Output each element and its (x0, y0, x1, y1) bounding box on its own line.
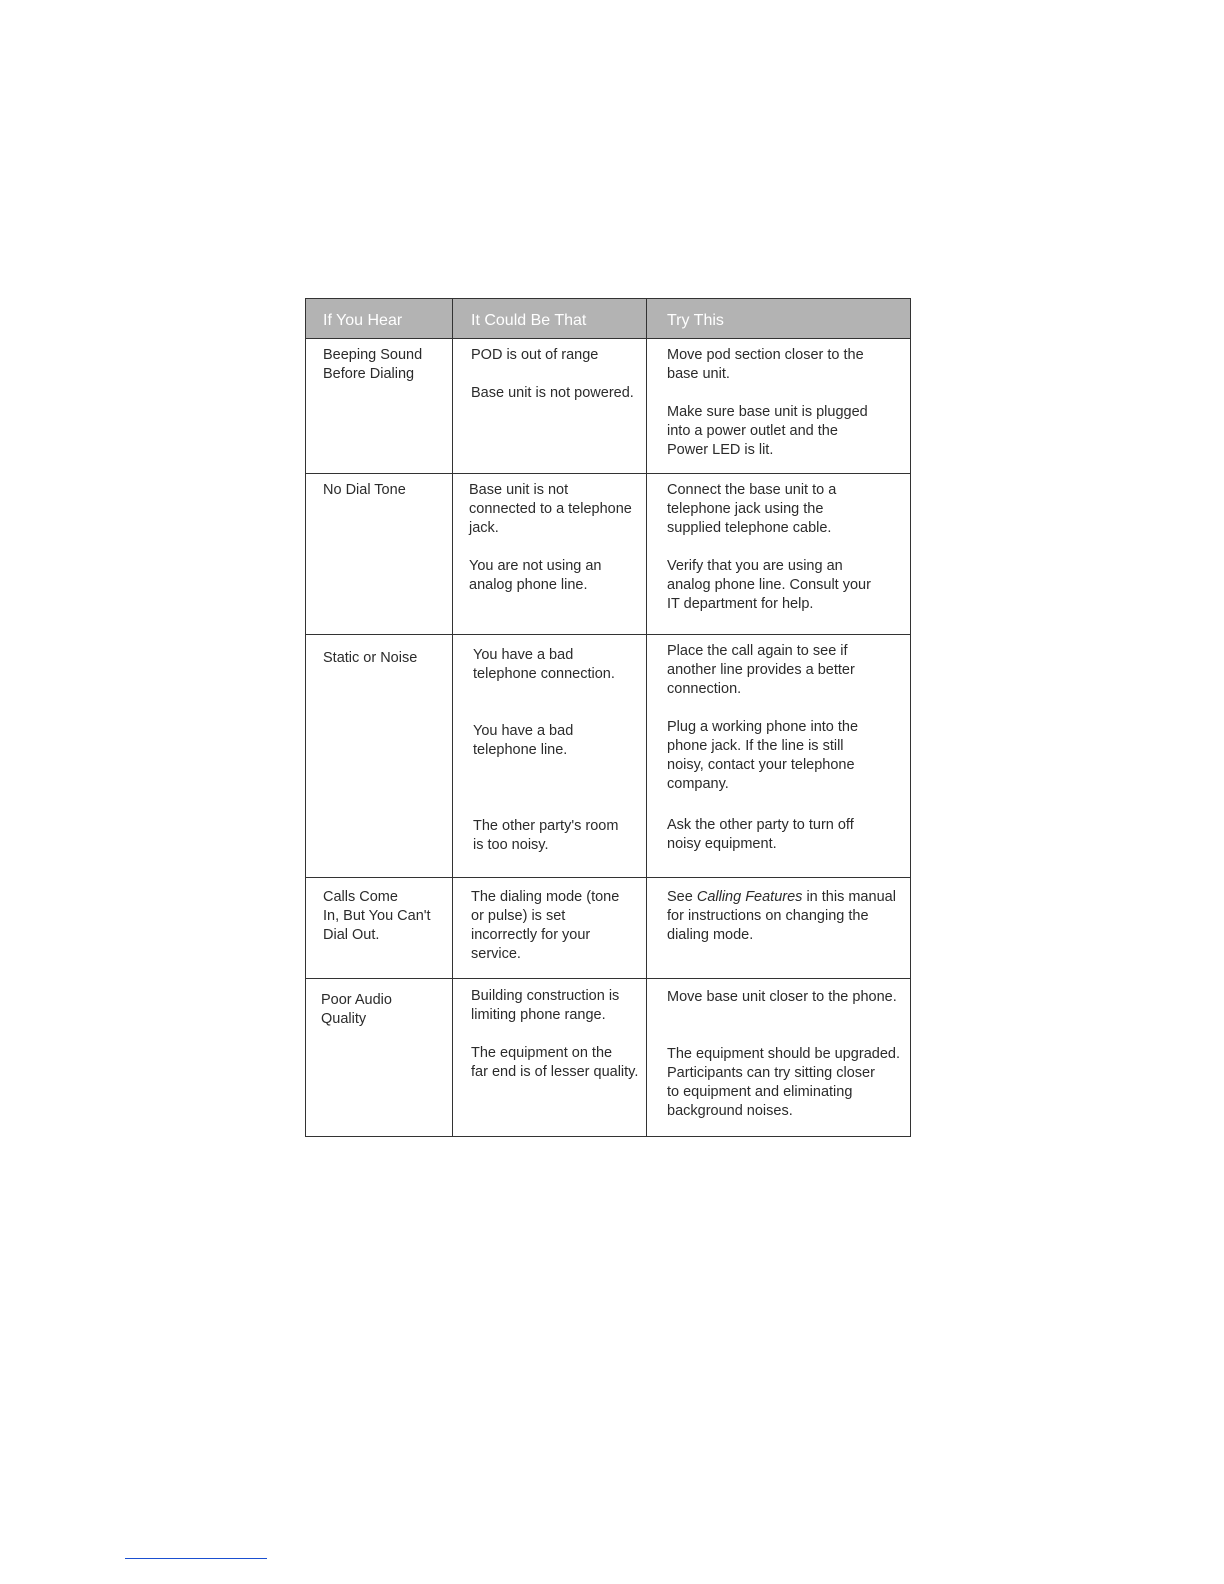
table-row (306, 338, 910, 473)
fix-line: to equipment and eliminating (667, 1084, 853, 1100)
fix-line: base unit. (667, 366, 730, 382)
cause-line: You have a bad (473, 723, 574, 739)
cause-cell (452, 878, 646, 978)
fix-line: noisy equipment. (667, 836, 777, 852)
cause-line: The dialing mode (tone (471, 889, 620, 905)
fix-line: Plug a working phone into the (667, 719, 859, 735)
cause-cell (452, 979, 646, 1136)
fix-line: analog phone line. Consult your (667, 577, 871, 593)
fix-line: Verify that you are using an (667, 558, 843, 574)
fix-line: IT department for help. (667, 596, 814, 612)
symptom-cell (306, 339, 452, 473)
cause-line: incorrectly for your (471, 927, 591, 943)
symptom-line: Poor Audio (321, 992, 392, 1008)
table-row (306, 877, 910, 978)
table-row (306, 473, 910, 634)
cause-line: The equipment on the (471, 1045, 613, 1061)
cause-line: or pulse) is set (471, 908, 566, 924)
symptom-cell (306, 979, 452, 1136)
troubleshooting-table (305, 298, 911, 1137)
fix-line: Move base unit closer to the phone. (667, 989, 897, 1005)
symptom-line: Dial Out. (323, 927, 380, 943)
fix-line: dialing mode. (667, 927, 754, 943)
fix-line: into a power outlet and the (667, 423, 838, 439)
fix-line: Ask the other party to turn off (667, 817, 854, 833)
fix-text: See (667, 889, 697, 905)
symptom-line: Quality (321, 1011, 367, 1027)
symptom-line: In, But You Can't (323, 908, 431, 924)
symptom-line: Beeping Sound (323, 347, 423, 363)
fix-cell (646, 878, 910, 978)
cause-line: POD is out of range (471, 347, 599, 363)
fix-line: Connect the base unit to a (667, 482, 837, 498)
fix-cell (646, 339, 910, 473)
cause-line: analog phone line. (469, 577, 588, 593)
fix-line: Move pod section closer to the (667, 347, 864, 363)
cause-cell (452, 635, 646, 877)
cause-line: connected to a telephone (469, 501, 632, 517)
cause-line: You have a bad (473, 647, 574, 663)
cause-line: jack. (469, 520, 499, 536)
fix-line: noisy, contact your telephone (667, 757, 855, 773)
cause-line: You are not using an (469, 558, 602, 574)
symptom-line: Calls Come (323, 889, 398, 905)
fix-line: Make sure base unit is plugged (667, 404, 868, 420)
symptom-line: No Dial Tone (323, 482, 406, 498)
fix-line: supplied telephone cable. (667, 520, 832, 536)
symptom-cell (306, 878, 452, 978)
footnote-rule (125, 1558, 267, 1559)
cause-cell (452, 474, 646, 634)
fix-line: phone jack. If the line is still (667, 738, 844, 754)
fix-line: Power LED is lit. (667, 442, 774, 458)
fix-line: connection. (667, 681, 742, 697)
symptom-line: Before Dialing (323, 366, 415, 382)
symptom-cell (306, 635, 452, 877)
cause-cell (452, 339, 646, 473)
cause-line: Building construction is (471, 988, 620, 1004)
fix-line (667, 888, 910, 907)
fix-cell (646, 979, 910, 1136)
calling-features-reference: Calling Features (696, 889, 803, 905)
fix-line: background noises. (667, 1103, 793, 1119)
cause-line: telephone connection. (473, 666, 615, 682)
header-try-this: Try This (646, 299, 910, 338)
cause-line: Base unit is not (469, 482, 569, 498)
cause-line: Base unit is not powered. (471, 385, 634, 401)
fix-cell (646, 474, 910, 634)
header-if-you-hear: If You Hear (323, 312, 403, 329)
fix-line: Participants can try sitting closer (667, 1065, 875, 1081)
fix-cell (646, 635, 910, 877)
symptom-cell (306, 474, 452, 634)
fix-line: Place the call again to see if (667, 643, 848, 659)
fix-line: company. (667, 776, 729, 792)
fix-line: another line provides a better (667, 662, 855, 678)
fix-line: The equipment should be upgraded. (667, 1046, 900, 1062)
cause-line: service. (471, 946, 521, 962)
table-row (306, 634, 910, 877)
header-it-could-be-that: It Could Be That (452, 299, 646, 338)
cause-line: The other party's room (473, 818, 619, 834)
table-row (306, 978, 910, 1136)
cause-line: telephone line. (473, 742, 568, 758)
fix-text: in this manual (802, 889, 896, 905)
fix-line: telephone jack using the (667, 501, 824, 517)
table-header-row (306, 299, 910, 338)
cause-line: limiting phone range. (471, 1007, 606, 1023)
symptom-line: Static or Noise (323, 650, 418, 666)
fix-line: for instructions on changing the (667, 908, 869, 924)
cause-line: far end is of lesser quality. (471, 1064, 639, 1080)
cause-line: is too noisy. (473, 837, 549, 853)
